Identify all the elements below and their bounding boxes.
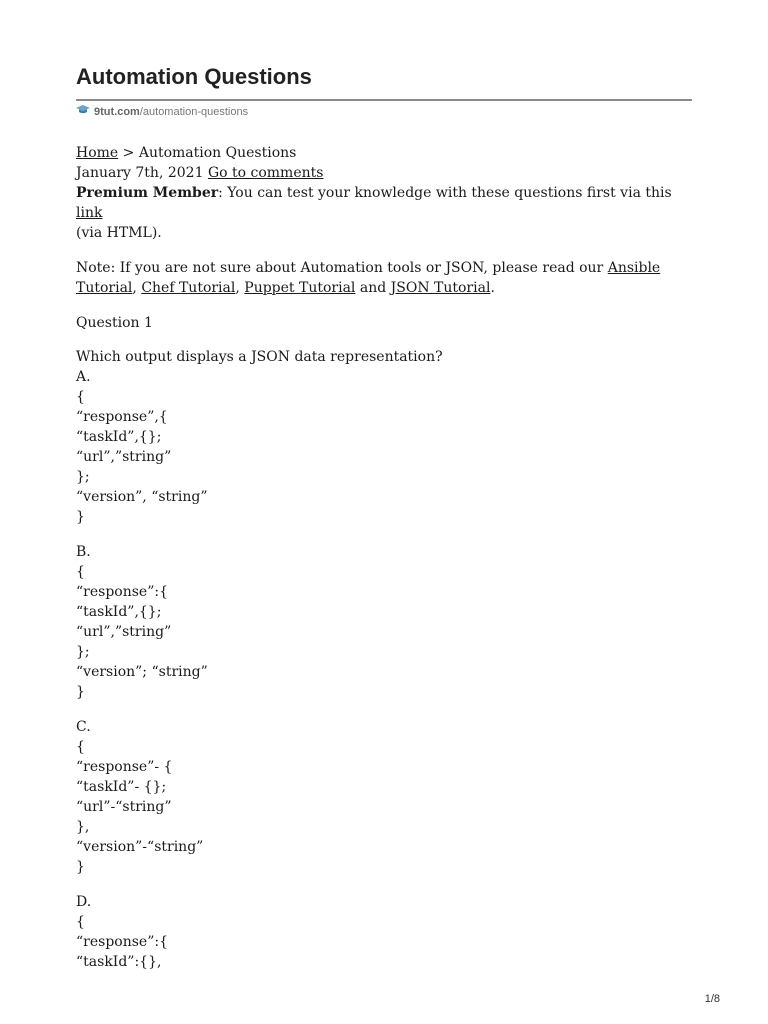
article-body — [76, 143, 692, 972]
json-tutorial-link[interactable]: JSON Tutorial — [390, 280, 491, 296]
code-line: } — [76, 509, 85, 525]
breadcrumb-home-link[interactable]: Home — [76, 145, 119, 161]
code-line: { — [76, 739, 85, 755]
note-separator: and — [355, 280, 391, 296]
comments-link[interactable]: Go to comments — [207, 165, 324, 181]
code-line: “response”:{ — [76, 584, 168, 600]
note-separator: , — [235, 280, 245, 296]
title-divider — [76, 99, 692, 101]
premium-label: Premium Member — [76, 185, 219, 201]
note-prefix: Note: If you are not sure about Automation tools or JSON, please read our — [76, 260, 608, 276]
code-line: “url”,”string” — [76, 624, 172, 640]
option-letter: B. — [76, 544, 91, 560]
chef-tutorial-link[interactable]: Chef Tutorial — [141, 280, 236, 296]
code-line: { — [76, 914, 85, 930]
code-line: }, — [76, 819, 90, 835]
code-line: “response”:{ — [76, 934, 168, 950]
code-line: “response”- { — [76, 759, 173, 775]
source-path: /automation-questions — [139, 105, 249, 118]
option-a — [76, 367, 692, 527]
code-line: “version”, “string” — [76, 489, 208, 505]
code-line: “url”-“string” — [76, 799, 172, 815]
code-line: } — [76, 859, 85, 875]
code-line: “version”; “string” — [76, 664, 208, 680]
post-meta — [76, 163, 692, 183]
ansible-tutorial-link[interactable]: Ansible Tutorial — [76, 260, 661, 296]
breadcrumb — [76, 143, 692, 163]
graduation-cap-icon — [76, 105, 90, 118]
option-letter: C. — [76, 719, 91, 735]
option-letter: D. — [76, 894, 92, 910]
code-line: “taskId”- {}; — [76, 779, 167, 795]
question-prompt: Which output displays a JSON data representation? — [76, 349, 443, 365]
option-d — [76, 892, 692, 972]
question-label: Question 1 — [76, 315, 153, 331]
note-suffix: . — [490, 280, 495, 296]
option-b — [76, 542, 692, 702]
premium-text-after: (via HTML). — [76, 225, 162, 241]
option-letter: A. — [76, 369, 91, 385]
code-line: “url”,”string” — [76, 449, 172, 465]
code-line: { — [76, 389, 85, 405]
code-line: }; — [76, 469, 90, 485]
source-domain: 9tut.com — [94, 105, 140, 118]
tutorial-note — [76, 258, 692, 298]
option-c — [76, 717, 692, 877]
premium-text: : You can test your knowledge with these questions first via this — [218, 185, 672, 201]
code-line: “version”-“string” — [76, 839, 204, 855]
code-line: “response”,{ — [76, 409, 168, 425]
note-separator: , — [132, 280, 142, 296]
premium-link[interactable]: link — [76, 205, 103, 221]
page-title: Automation Questions — [76, 64, 312, 89]
premium-notice — [76, 183, 692, 243]
page-indicator: 1/8 — [704, 993, 720, 1005]
breadcrumb-separator: > — [118, 145, 139, 161]
code-line: }; — [76, 644, 90, 660]
code-line: “taskId”,{}; — [76, 429, 162, 445]
code-line: “taskId”:{}, — [76, 954, 162, 970]
post-date: January 7th, 2021 — [76, 165, 204, 181]
code-line: } — [76, 684, 85, 700]
puppet-tutorial-link[interactable]: Puppet Tutorial — [244, 280, 356, 296]
code-line: “taskId”,{}; — [76, 604, 162, 620]
breadcrumb-current: Automation Questions — [138, 145, 297, 161]
source-url — [76, 105, 248, 118]
code-line: { — [76, 564, 85, 580]
